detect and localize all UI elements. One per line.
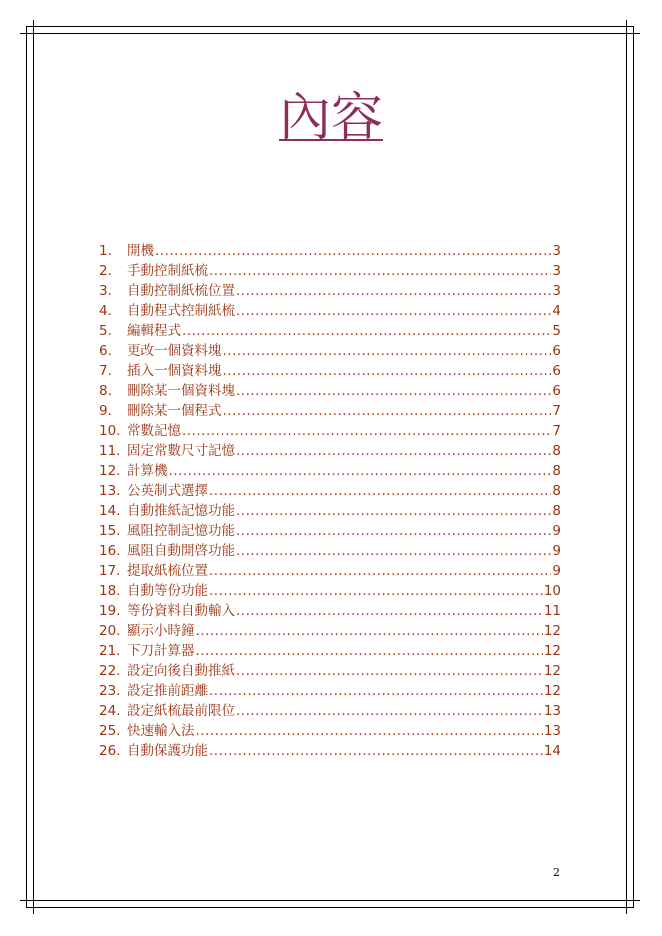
- toc-entry-page: 8: [552, 443, 561, 459]
- toc-entry-title: 設定紙梳最前限位: [127, 703, 235, 719]
- toc-dot-leader: [236, 301, 551, 321]
- crop-mark: [626, 900, 627, 914]
- toc-entry-title: 設定向後自動推紙: [127, 663, 235, 679]
- toc-entry-number: 17.: [99, 563, 121, 579]
- toc-entry-page: 7: [552, 423, 561, 439]
- toc-entry-number: 12.: [99, 463, 121, 479]
- toc-dot-leader: [209, 681, 543, 701]
- toc-entry-title: 自動程式控制紙梳: [127, 303, 235, 319]
- toc-entry-number: 16.: [99, 543, 121, 559]
- toc-entry-page: 9: [552, 523, 561, 539]
- toc-entry-title: 風阻自動開啓功能: [127, 543, 235, 559]
- toc-entry[interactable]: [99, 661, 561, 681]
- toc-entry-title: 固定常數尺寸記憶: [127, 443, 235, 459]
- toc-entry-title: 設定推前距離: [127, 683, 208, 699]
- toc-entry-number: 6.: [99, 343, 112, 359]
- toc-entry-page: 14: [543, 743, 561, 759]
- toc-entry[interactable]: [99, 421, 561, 441]
- toc-entry[interactable]: [99, 321, 561, 341]
- toc-dot-leader: [223, 361, 552, 381]
- toc-entry-title: 快速輸入法: [127, 723, 195, 739]
- page-title: [0, 88, 662, 148]
- page-number: 2: [553, 866, 560, 879]
- toc-entry[interactable]: [99, 361, 561, 381]
- toc-entry-page: 5: [552, 323, 561, 339]
- toc-dot-leader: [236, 441, 551, 461]
- toc-dot-leader: [236, 281, 551, 301]
- toc-entry[interactable]: [99, 481, 561, 501]
- toc-entry-page: 12: [543, 623, 561, 639]
- toc-entry-title: 編輯程式: [127, 323, 181, 339]
- crop-mark: [33, 20, 34, 34]
- toc-entry-page: 12: [543, 643, 561, 659]
- toc-entry-page: 13: [543, 723, 561, 739]
- toc-entry-number: 3.: [99, 283, 112, 299]
- toc-dot-leader: [236, 541, 551, 561]
- toc-dot-leader: [196, 721, 543, 741]
- crop-mark: [626, 20, 627, 34]
- toc-entry-page: 3: [552, 263, 561, 279]
- toc-entry-page: 4: [552, 303, 561, 319]
- toc-dot-leader: [182, 421, 551, 441]
- toc-entry-number: 4.: [99, 303, 112, 319]
- toc-entry[interactable]: [99, 541, 561, 561]
- toc-entry-number: 22.: [99, 663, 121, 679]
- toc-dot-leader: [236, 501, 551, 521]
- toc-entry-title: 提取紙梳位置: [127, 563, 208, 579]
- toc-entry[interactable]: [99, 501, 561, 521]
- toc-entry[interactable]: [99, 281, 561, 301]
- toc-entry-number: 25.: [99, 723, 121, 739]
- toc-entry-number: 20.: [99, 623, 121, 639]
- toc-entry-page: 11: [543, 603, 561, 619]
- toc-entry-page: 8: [552, 483, 561, 499]
- toc-entry-page: 7: [552, 403, 561, 419]
- toc-entry[interactable]: [99, 241, 561, 261]
- toc-entry[interactable]: [99, 441, 561, 461]
- page-title-text: 內容: [278, 88, 383, 148]
- toc-entry[interactable]: [99, 461, 561, 481]
- toc-dot-leader: [196, 621, 543, 641]
- crop-mark: [20, 900, 34, 901]
- toc-entry-number: 14.: [99, 503, 121, 519]
- toc-entry-number: 19.: [99, 603, 121, 619]
- toc-entry-page: 13: [543, 703, 561, 719]
- toc-entry-title: 風阻控制記憶功能: [127, 523, 235, 539]
- toc-entry[interactable]: [99, 621, 561, 641]
- toc-entry-number: 10.: [99, 423, 121, 439]
- toc-entry-title: 開機: [127, 243, 154, 259]
- toc-entry-number: 24.: [99, 703, 121, 719]
- toc-entry-number: 1.: [99, 243, 112, 259]
- toc-dot-leader: [196, 641, 543, 661]
- toc-entry[interactable]: [99, 741, 561, 761]
- toc-entry-page: 3: [552, 283, 561, 299]
- toc-dot-leader: [236, 701, 543, 721]
- toc-entry-title: 顯示小時鐘: [127, 623, 195, 639]
- toc-entry[interactable]: [99, 701, 561, 721]
- toc-entry-number: 13.: [99, 483, 121, 499]
- toc-dot-leader: [236, 601, 543, 621]
- toc-entry-page: 10: [543, 583, 561, 599]
- toc-entry-title: 計算機: [127, 463, 168, 479]
- toc-entry-title: 自動保護功能: [127, 743, 208, 759]
- toc-dot-leader: [169, 461, 552, 481]
- toc-entry-number: 5.: [99, 323, 112, 339]
- toc-entry-page: 9: [552, 563, 561, 579]
- toc-entry-number: 2.: [99, 263, 112, 279]
- toc-entry-number: 23.: [99, 683, 121, 699]
- toc-entry-title: 自動推紙記憶功能: [127, 503, 235, 519]
- toc-entry-page: 12: [543, 683, 561, 699]
- toc-dot-leader: [182, 321, 551, 341]
- toc-entry-page: 6: [552, 383, 561, 399]
- toc-entry-page: 12: [543, 663, 561, 679]
- toc-dot-leader: [223, 341, 552, 361]
- toc-dot-leader: [209, 261, 551, 281]
- toc-entry[interactable]: [99, 261, 561, 281]
- toc-entry-title: 下刀計算器: [127, 643, 195, 659]
- toc-entry-page: 6: [552, 343, 561, 359]
- toc-entry-title: 自動等份功能: [127, 583, 208, 599]
- toc-dot-leader: [223, 401, 552, 421]
- toc-entry-title: 刪除某一個資料塊: [127, 383, 235, 399]
- toc-entry-page: 9: [552, 543, 561, 559]
- crop-mark: [626, 33, 640, 34]
- toc-entry-number: 26.: [99, 743, 121, 759]
- crop-mark: [33, 900, 34, 914]
- toc-entry-number: 18.: [99, 583, 121, 599]
- toc-entry-title: 手動控制紙梳: [127, 263, 208, 279]
- toc-dot-leader: [236, 381, 551, 401]
- toc-entry[interactable]: [99, 341, 561, 361]
- toc-dot-leader: [236, 661, 543, 681]
- toc-entry-title: 等份資料自動輸入: [127, 603, 235, 619]
- toc-entry-title: 常數記憶: [127, 423, 181, 439]
- toc-entry-number: 15.: [99, 523, 121, 539]
- toc-entry[interactable]: [99, 521, 561, 541]
- toc-entry[interactable]: [99, 721, 561, 741]
- table-of-contents: [99, 241, 561, 761]
- toc-dot-leader: [209, 741, 543, 761]
- toc-dot-leader: [209, 581, 543, 601]
- crop-mark: [626, 900, 640, 901]
- toc-entry-page: 3: [552, 243, 561, 259]
- toc-entry[interactable]: [99, 581, 561, 601]
- toc-entry-title: 刪除某一個程式: [127, 403, 222, 419]
- toc-dot-leader: [209, 561, 551, 581]
- toc-entry-number: 8.: [99, 383, 112, 399]
- toc-entry-title: 公英制式選擇: [127, 483, 208, 499]
- toc-entry-title: 自動控制紙梳位置: [127, 283, 235, 299]
- toc-entry[interactable]: [99, 601, 561, 621]
- toc-entry-title: 插入一個資料塊: [127, 363, 222, 379]
- toc-entry[interactable]: [99, 681, 561, 701]
- toc-entry-number: 11.: [99, 443, 121, 459]
- toc-entry-page: 8: [552, 503, 561, 519]
- toc-entry-number: 7.: [99, 363, 112, 379]
- toc-entry-page: 8: [552, 463, 561, 479]
- toc-entry[interactable]: [99, 641, 561, 661]
- toc-entry[interactable]: [99, 401, 561, 421]
- toc-entry-number: 21.: [99, 643, 121, 659]
- toc-entry-page: 6: [552, 363, 561, 379]
- toc-dot-leader: [209, 481, 551, 501]
- toc-dot-leader: [236, 521, 551, 541]
- toc-entry[interactable]: [99, 561, 561, 581]
- crop-mark: [20, 33, 34, 34]
- toc-entry-title: 更改一個資料塊: [127, 343, 222, 359]
- toc-entry[interactable]: [99, 301, 561, 321]
- toc-entry[interactable]: [99, 381, 561, 401]
- toc-dot-leader: [155, 241, 551, 261]
- toc-entry-number: 9.: [99, 403, 112, 419]
